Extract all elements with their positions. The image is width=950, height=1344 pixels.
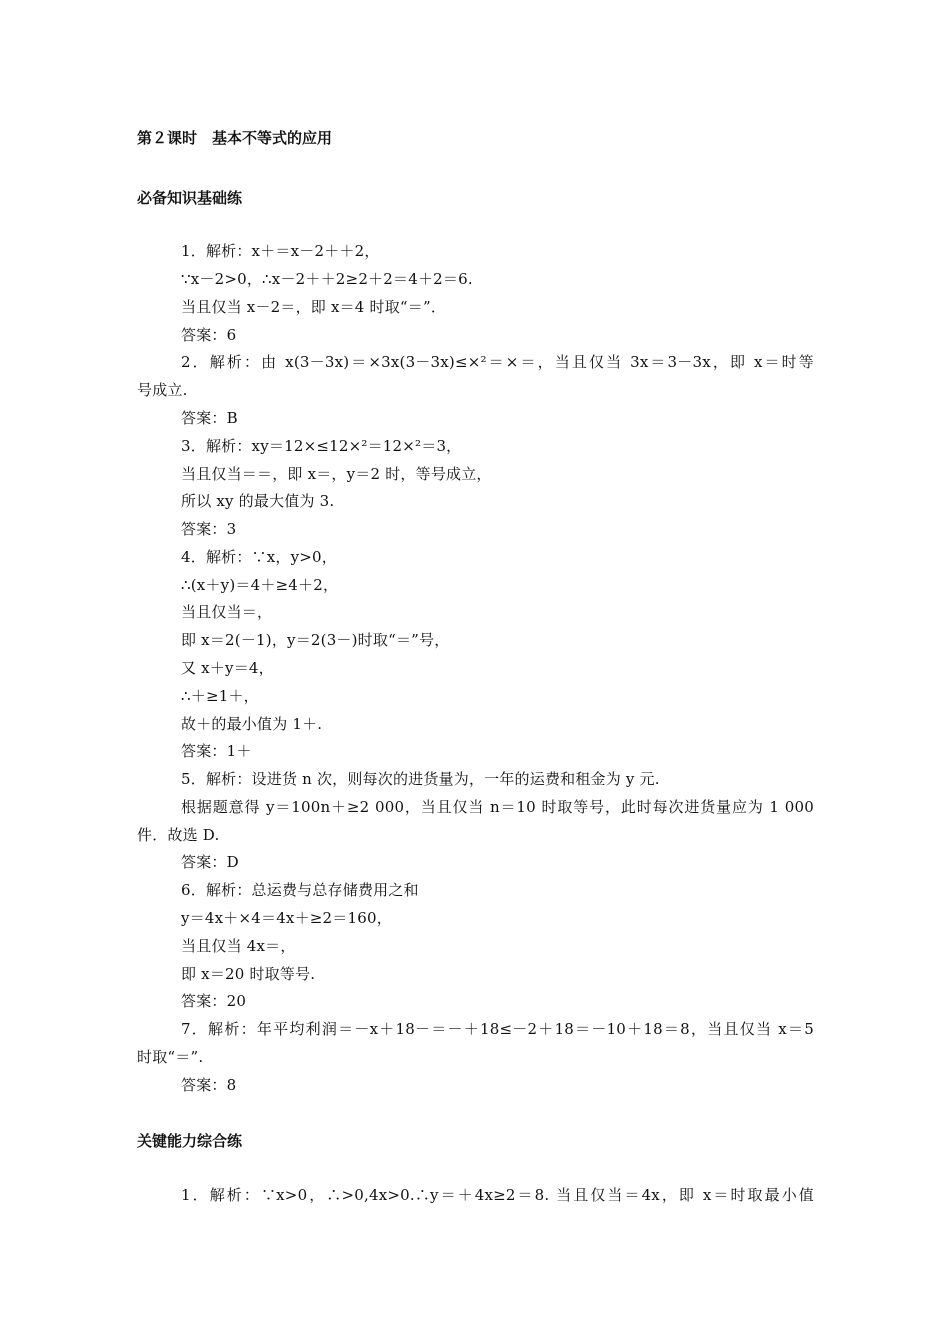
text-line: 当且仅当＝， — [181, 603, 273, 621]
text-line: 当且仅当＝＝，即 x＝，y＝2 时，等号成立， — [181, 465, 492, 483]
text-line: 答案：6 — [181, 326, 237, 344]
text-line: 3．解析：xy＝12×≤12×²＝12×²＝3， — [181, 437, 462, 455]
text-line: 答案：20 — [181, 992, 247, 1010]
text-line: 时取“＝”. — [137, 1048, 204, 1066]
text-line: 所以 xy 的最大值为 3. — [181, 492, 335, 510]
text-line: 号成立. — [137, 381, 188, 399]
text-line: 当且仅当 x－2＝，即 x＝4 时取“＝”． — [181, 298, 447, 316]
section-heading-key: 关键能力综合练 — [137, 1132, 243, 1150]
lesson-title: 第２课时 基本不等式的应用 — [137, 129, 333, 147]
text-line: 即 x＝20 时取等号. — [181, 965, 316, 983]
text-line: 答案：3 — [181, 520, 237, 538]
text-line: 答案：1＋ — [181, 742, 252, 760]
text-line: 1．解析：x＋＝x－2＋＋2， — [181, 242, 380, 260]
text-line: 根据题意得 y＝100n＋≥2 000，当且仅当 n＝10 时取等号，此时每次进货量应为 1 000 — [181, 798, 814, 816]
text-line: 答案：D — [181, 853, 239, 871]
text-line: 2．解析：由 x(3－3x)＝×3x(3－3x)≤×²＝×＝，当且仅当 3x＝3－3x，即 x＝时等 — [181, 353, 814, 371]
text-line: ∴＋≥1＋， — [181, 687, 259, 705]
text-line: 5．解析：设进货 n 次，则每次的进货量为，一年的运费和租金为 y 元. — [181, 770, 660, 788]
text-line: 答案：B — [181, 409, 238, 427]
text-line: 又 x＋y＝4， — [181, 659, 274, 677]
text-line: y＝4x＋×4＝4x＋≥2＝160， — [181, 909, 392, 927]
text-line: 答案：8 — [181, 1076, 237, 1094]
text-line: 当且仅当 4x＝， — [181, 937, 296, 955]
text-line: 4．解析：∵x，y>0， — [181, 548, 337, 566]
text-line: ∴(x＋y)＝4＋≥4＋2， — [181, 576, 339, 594]
text-line: 6．解析：总运费与总存储费用之和 — [181, 881, 419, 899]
text-line: 故＋的最小值为 1＋. — [181, 715, 323, 733]
text-line: ∵x－2>0，∴x－2＋＋2≥2＋2＝4＋2＝6. — [181, 270, 473, 288]
text-line: 即 x＝2(－1)，y＝2(3－)时取“＝”号， — [181, 631, 450, 649]
text-line: 件．故选 D. — [137, 826, 220, 844]
text-line: 1．解析：∵x>0，∴>0,4x>0.∴y＝＋4x≥2＝8. 当且仅当＝4x，即 x＝时取最小值 — [181, 1186, 814, 1204]
section-heading-basic: 必备知识基础练 — [137, 189, 243, 207]
text-line: 7．解析：年平均利润＝－x＋18－＝－＋18≤－2＋18＝－10＋18＝8，当且仅当 x＝5 — [181, 1020, 814, 1038]
